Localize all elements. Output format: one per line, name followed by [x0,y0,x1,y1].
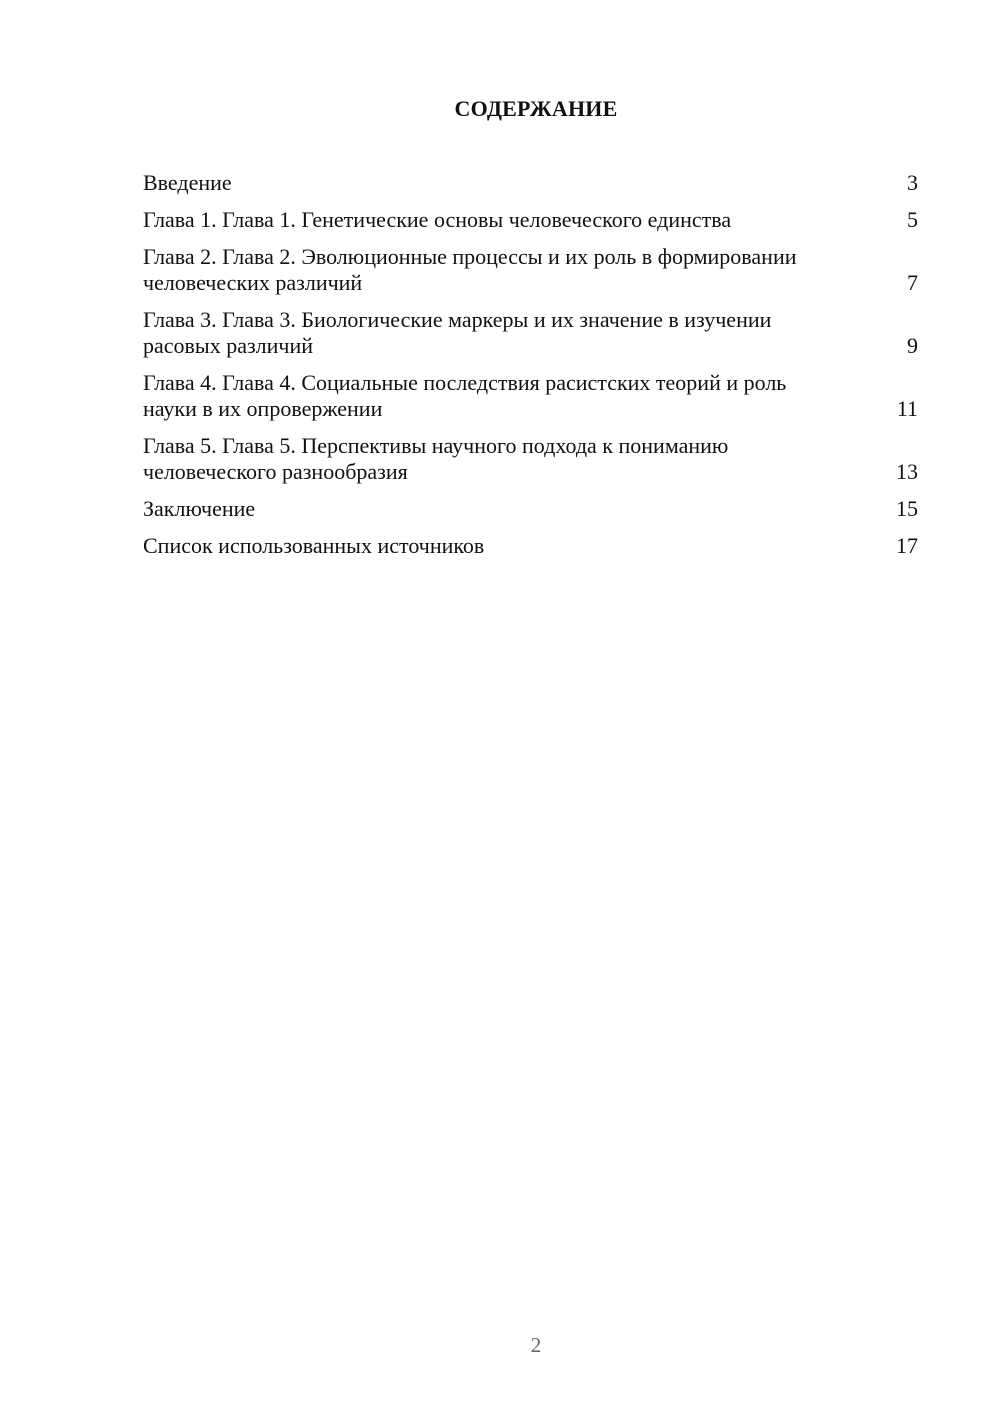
toc-entry-references[interactable] [143,533,918,559]
table-of-contents [143,170,918,570]
toc-entry-page: 3 [907,170,918,195]
toc-entry-title: Введение [143,170,232,195]
toc-entry-page: 11 [896,396,918,421]
toc-entry-page: 9 [907,333,918,358]
toc-entry-title: Заключение [143,496,256,521]
toc-entry-chapter-2[interactable] [143,244,918,296]
toc-entry-title: Глава 3. Глава 3. Биологические маркеры и их значение в изучении расовых различий [143,307,772,358]
toc-entry-introduction[interactable] [143,170,918,196]
page-number: 2 [530,1333,542,1357]
toc-entry-chapter-3[interactable] [143,307,918,359]
toc-entry-page: 15 [896,496,918,521]
toc-entry-page: 5 [907,207,918,232]
toc-entry-title: Глава 5. Глава 5. Перспективы научного подхода к пониманию человеческого разнообразия [143,433,729,484]
toc-entry-conclusion[interactable] [143,496,918,522]
toc-entry-title: Список использованных источников [143,533,485,558]
toc-entry-page: 17 [896,533,918,558]
toc-entry-title: Глава 1. Глава 1. Генетические основы человеческого единства [143,207,732,232]
toc-entry-chapter-5[interactable] [143,433,918,485]
toc-entry-chapter-1[interactable] [143,207,918,233]
toc-entry-page: 13 [896,459,918,484]
page-title: СОДЕРЖАНИЕ [454,96,618,121]
toc-entry-chapter-4[interactable] [143,370,918,422]
toc-entry-title: Глава 4. Глава 4. Социальные последствия расистских теорий и роль науки в их опровержении [143,370,787,421]
toc-entry-page: 7 [907,270,918,295]
toc-entry-title: Глава 2. Глава 2. Эволюционные процессы и их роль в формировании человеческих различий [143,244,797,295]
